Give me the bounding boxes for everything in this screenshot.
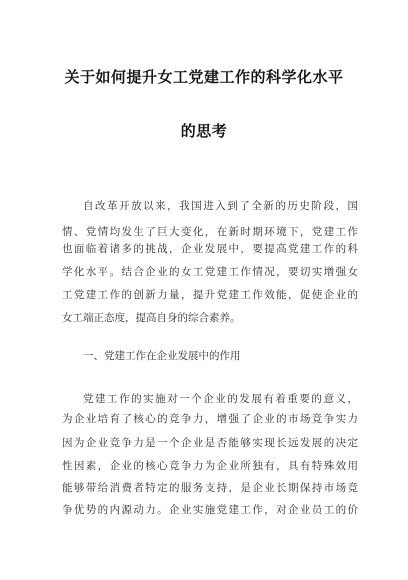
document-title-line-2: 的思考 — [180, 122, 228, 140]
paragraph-1-line: 情、党情均发生了巨大变化，在新时期环境下，党建工作 — [62, 226, 358, 238]
section-heading: 一、党建工作在企业发展中的作用 — [83, 350, 241, 362]
paragraph-2-line: 党建工作的实施对一个企业的发展有着重要的意义， — [83, 393, 358, 405]
paragraph-2-line: 因为企业竞争力是一个企业是否能够实现长远发展的决定 — [62, 437, 358, 449]
paragraph-2-line: 性因素，企业的核心竞争力为企业所独有，具有特殊效用 — [62, 460, 358, 472]
paragraph-1-line: 学化水平。结合企业的女工党建工作情况，要切实增强女 — [62, 266, 358, 278]
paragraph-2-line: 争优势的内源动力。企业实施党建工作，对企业员工的价 — [62, 504, 358, 516]
document-title-line-1: 关于如何提升女工党建工作的科学化水平 — [64, 68, 344, 86]
paragraph-2-line: 为企业培育了核心的竞争力，增强了企业的市场竞争实力 — [62, 413, 358, 425]
paragraph-1-line: 自改革开放以来，我国进入到了全新的历史阶段，国 — [83, 200, 358, 212]
paragraph-1-line: 工党建工作的创新力量，提升党建工作效能，促使企业的 — [62, 289, 358, 301]
paragraph-2-line: 能够带给消费者特定的服务支持，是企业长期保持市场竞 — [62, 482, 358, 494]
paragraph-1-line: 也面临着诸多的挑战，企业发展中，要提高党建工作的科 — [62, 243, 358, 255]
paragraph-1-line: 女工端正态度，提高自身的综合素养。 — [62, 312, 241, 324]
